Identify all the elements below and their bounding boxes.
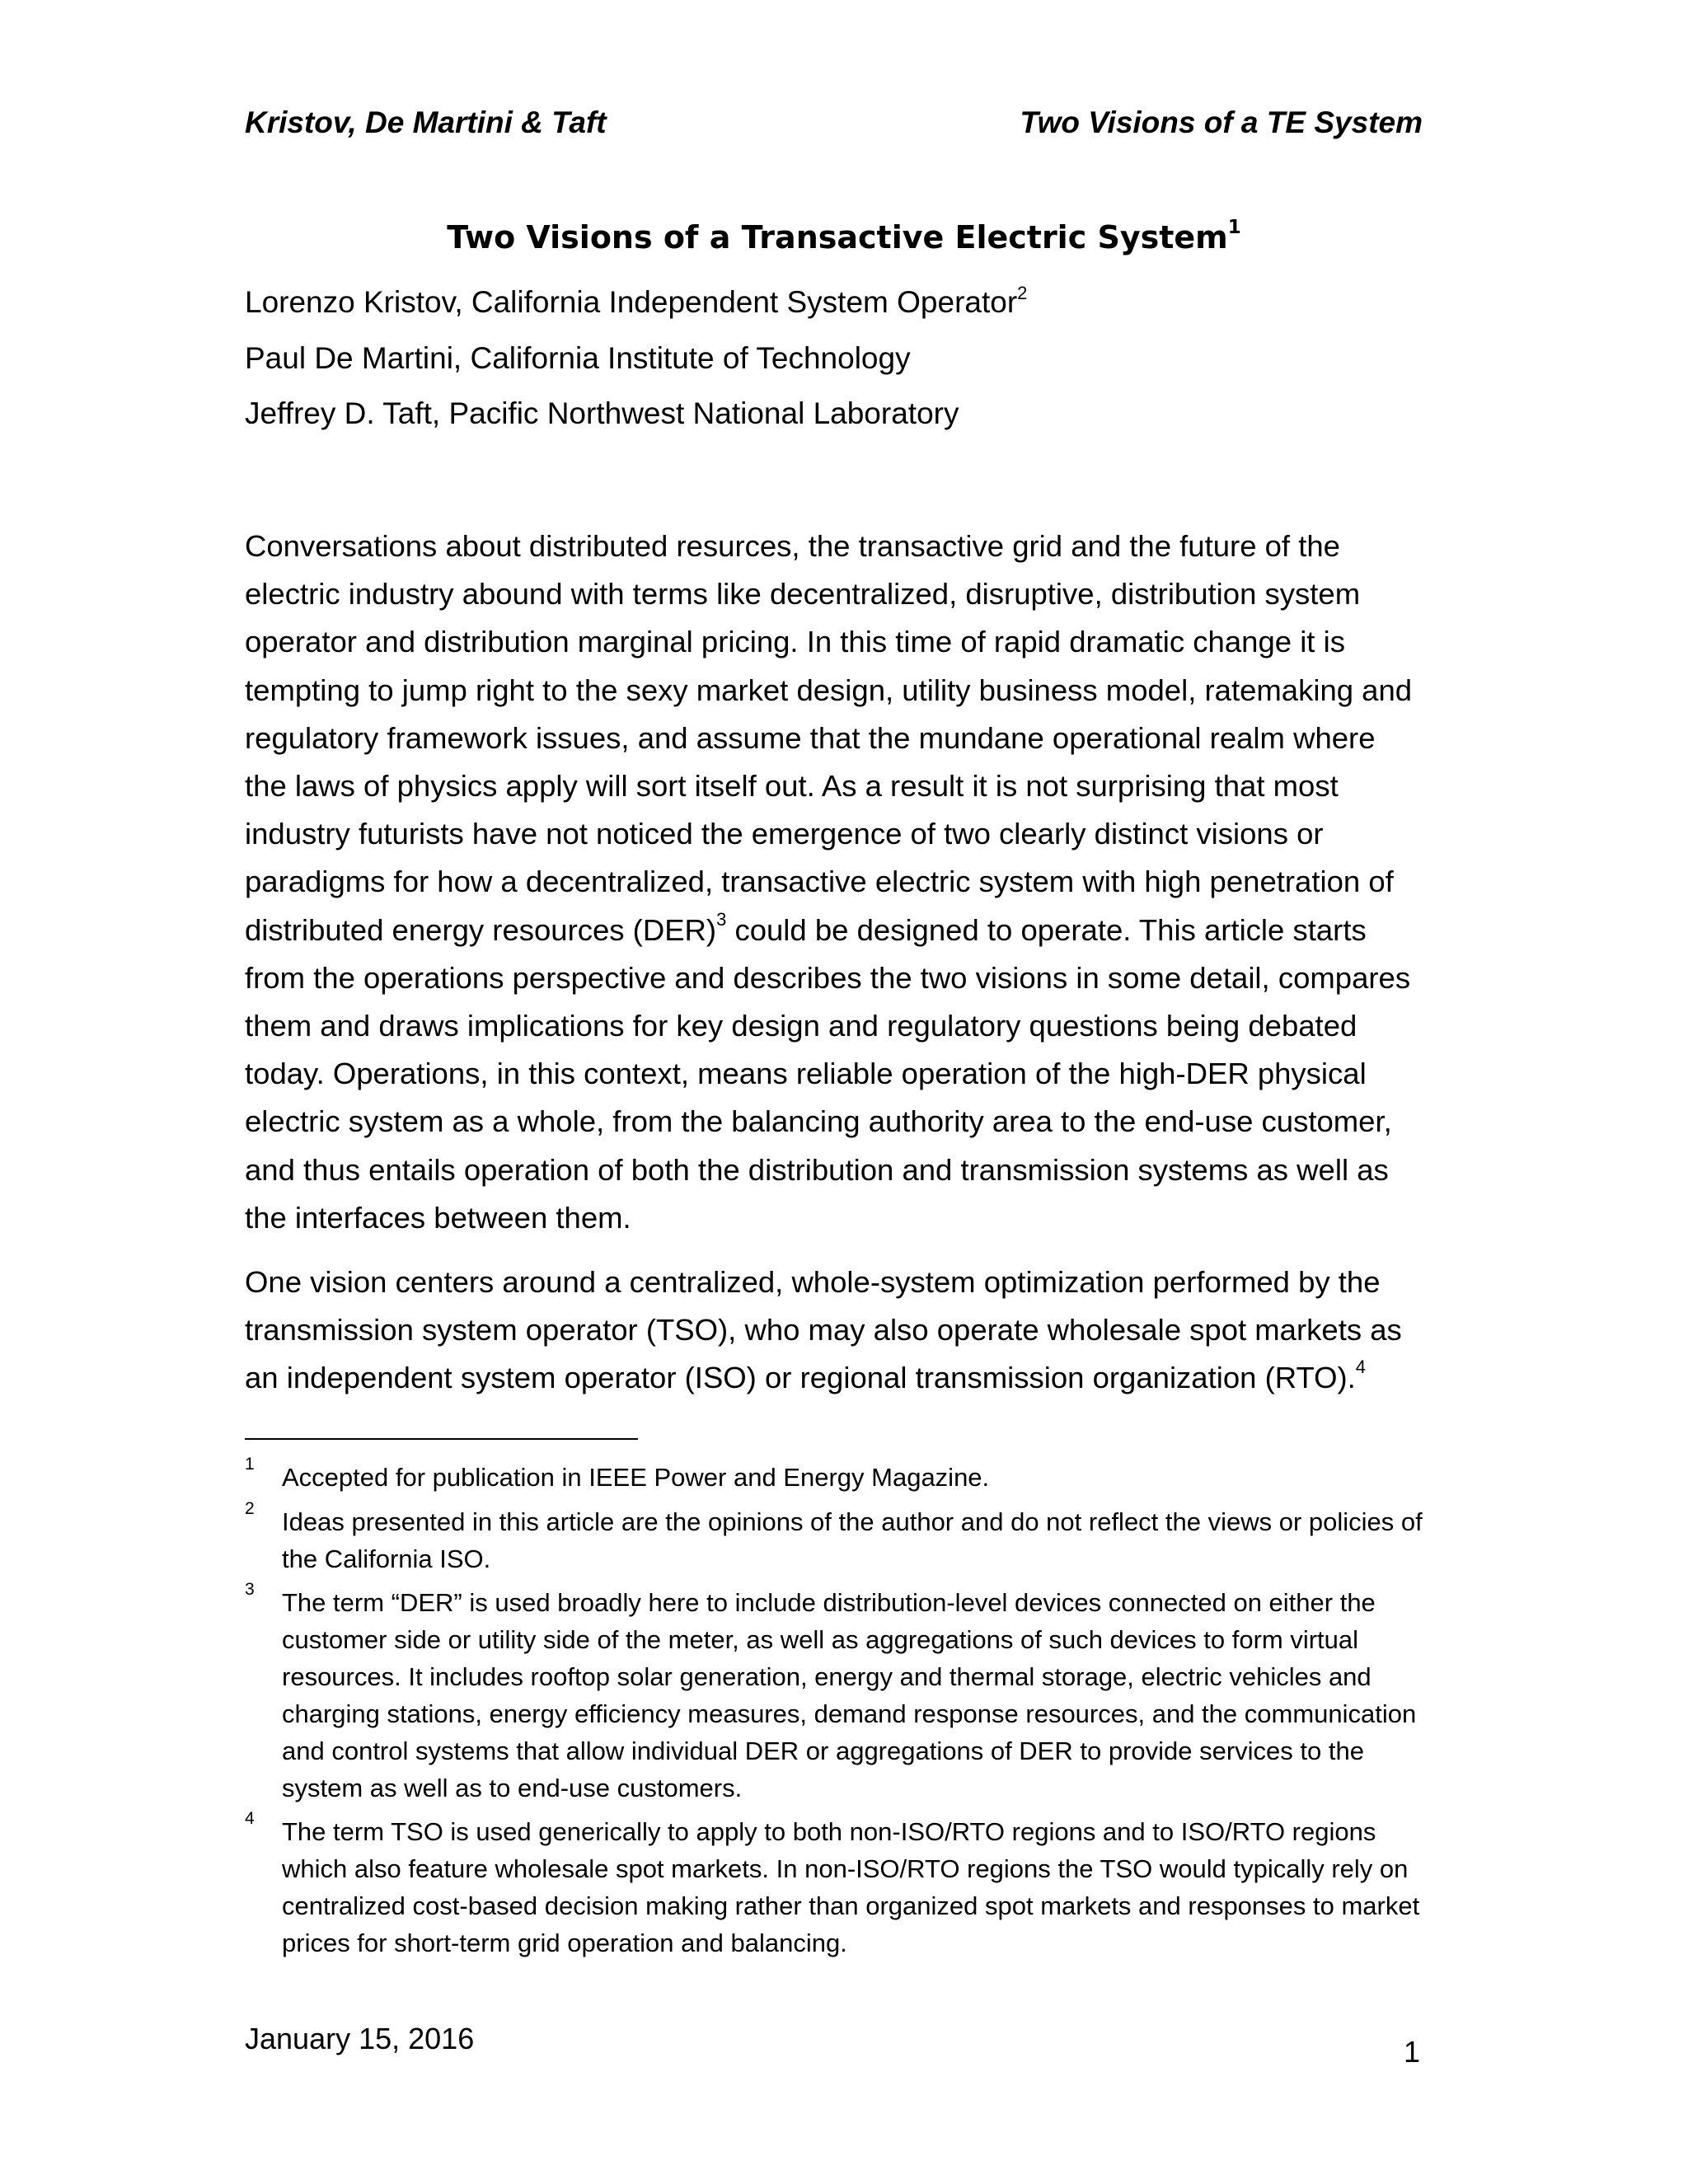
footnote-text: Ideas presented in this article are the opinions of the author and do not reflect the views or policies of the California ISO. (282, 1507, 1423, 1573)
footnote-number: 1 (245, 1455, 255, 1474)
footnote-text: Accepted for publication in IEEE Power and Energy Magazine. (282, 1463, 990, 1492)
footnote-ref-1: 1 (1227, 217, 1241, 238)
body-paragraph-2 (245, 1258, 1423, 1403)
footnote-ref-3: 3 (716, 908, 727, 930)
footnote-2 (245, 1499, 1432, 1577)
footnote-4 (245, 1809, 1432, 1961)
footnote-number: 3 (245, 1580, 255, 1599)
author-line-3 (245, 393, 959, 434)
footnote-1 (245, 1455, 1432, 1496)
footnote-number: 2 (245, 1499, 255, 1518)
body-paragraph-1 (245, 523, 1423, 1242)
footnote-number: 4 (245, 1809, 255, 1828)
footnote-ref-2: 2 (1017, 283, 1028, 303)
footnote-separator (245, 1438, 638, 1440)
paper-title-text: Two Visions of a Transactive Electric System (447, 219, 1228, 255)
paragraph-text: Conversations about distributed resurces, the transactive grid and the future of the electric industry abound with terms like decentralized, disruptive, distribution system operator and distribution marginal pricing. In this time of rapid dramatic change it is tempting to jump right to the sexy market design, utility business model, ratemaking and regulatory framework issues, and assume that the mundane operational realm where the laws of physics apply will sort itself out. As a result it is not surprising that most industry futurists have not noticed the emergence of two clearly distinct visions or paradigms for how a decentralized, transactive electric system with high penetration of distributed energy resources (DER) (245, 529, 1413, 947)
footnote-ref-4: 4 (1355, 1357, 1367, 1378)
footnote-text: The term TSO is used generically to apply to both non-ISO/RTO regions and to ISO/RTO regions which also feature wholesale spot markets. In non-ISO/RTO regions the TSO would typically rely on centralized cost-based decision making rather than organized spot markets and responses to market prices for short-term grid operation and balancing. (282, 1817, 1420, 1957)
paragraph-text: One vision centers around a centralized, whole-system optimization performed by the transmission system operator (TSO), who may also operate wholesale spot markets as an independent system operator (ISO) or regional transmission organization (RTO). (245, 1265, 1402, 1395)
author-line-1 (245, 282, 1027, 323)
footer-date: January 15, 2016 (245, 2022, 475, 2055)
author-line-2 (245, 338, 911, 379)
footnote-3 (245, 1580, 1432, 1807)
running-header-authors: Kristov, De Martini & Taft (245, 105, 607, 139)
author-name: Lorenzo Kristov, California Independent System Operator (245, 285, 1018, 319)
paper-title (0, 213, 1688, 262)
paragraph-text-continued: could be designed to operate. This article starts from the operations perspective and describes the two visions in some detail, compares them and draws implications for key design and regulatory questions being debated today. Operations, in this context, means reliable operation of the high-DER physical electric system as a whole, from the balancing authority area to the end-use customer, and thus entails operation of both the distribution and transmission systems as well as the interfaces between them. (245, 912, 1411, 1235)
author-name: Jeffrey D. Taft, Pacific Northwest National Laboratory (245, 396, 959, 430)
page-number: 1 (1403, 2035, 1420, 2069)
footnote-text: The term “DER” is used broadly here to include distribution-level devices connected on either the customer side or utility side of the meter, as well as aggregations of such devices to form virtual resources. It includes rooftop solar generation, energy and thermal storage, electric vehicles and charging stations, energy efficiency measures, demand response resources, and the communication and control systems that allow individual DER or aggregations of DER to provide services to the system as well as to end-use customers. (282, 1588, 1417, 1802)
author-name: Paul De Martini, California Institute of Technology (245, 341, 911, 375)
running-header-title: Two Visions of a TE System (1020, 105, 1423, 139)
